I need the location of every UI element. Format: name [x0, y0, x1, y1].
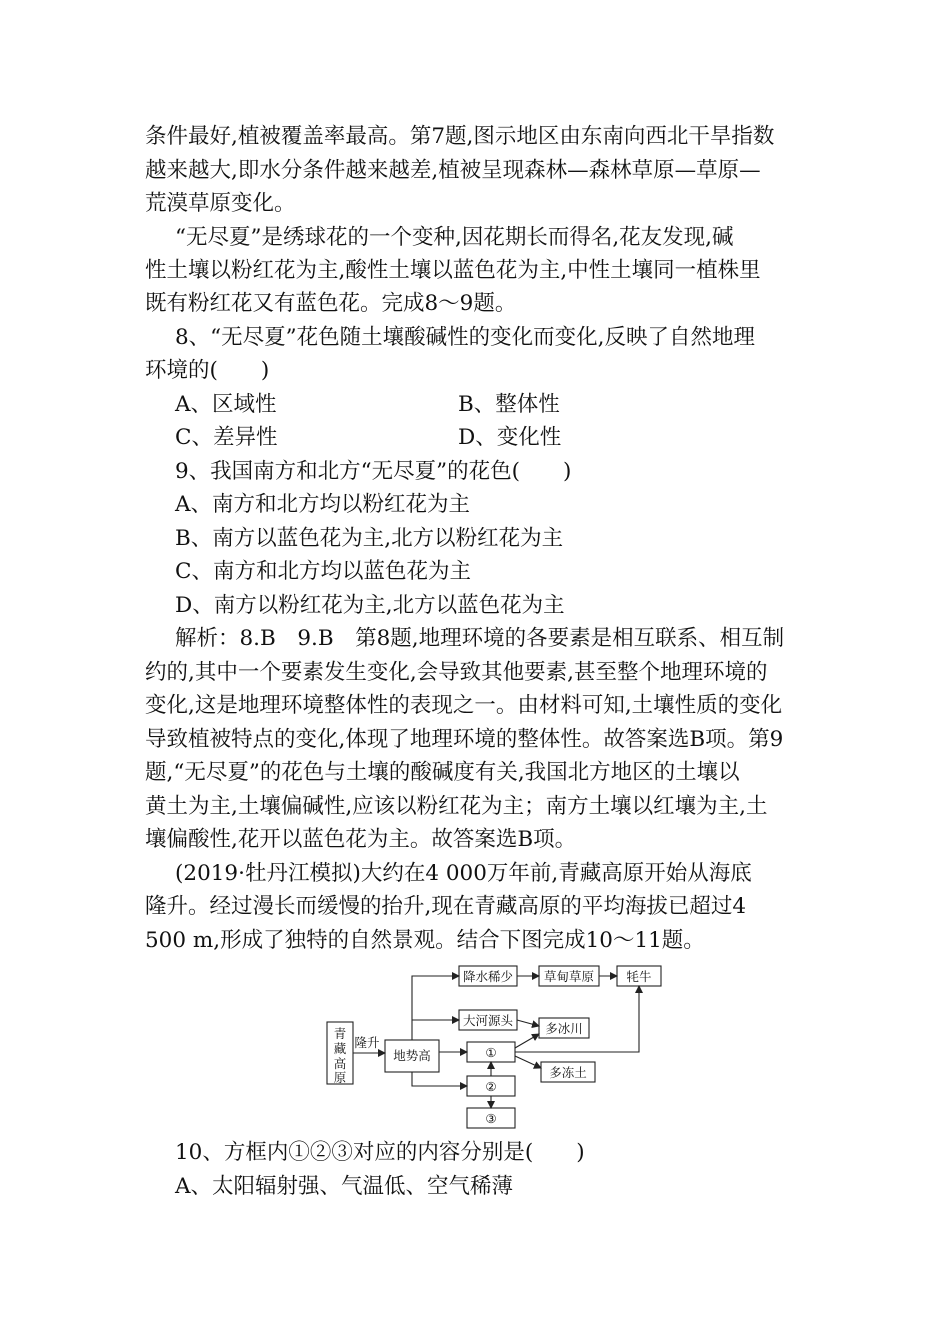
question-8-stem: 环境的( ) — [145, 358, 270, 383]
material-line: “无尽夏”是绣球花的一个变种,因花期长而得名,花友发现,碱 — [175, 225, 734, 250]
answer-line: 壤偏酸性,花开以蓝色花为主。故答案选B项。 — [145, 827, 577, 852]
text-line: 越来越大,即水分条件越来越差,植被呈现森林—森林草原—草原— — [145, 158, 761, 183]
question-10-stem: 10、方框内①②③对应的内容分别是( ) — [175, 1140, 585, 1165]
option-8c: C、差异性 — [175, 425, 278, 450]
answer-line: 黄土为主,土壤偏碱性,应该以粉红花为主；南方土壤以红壤为主,土 — [145, 794, 768, 819]
label-glacier: 多冰川 — [545, 1021, 583, 1036]
text-line: 条件最好,植被覆盖率最高。第7题,图示地区由东南向西北干旱指数 — [145, 124, 775, 149]
label-box1: ① — [485, 1045, 497, 1060]
arrow-to-precip — [412, 976, 459, 1040]
option-8d: D、变化性 — [458, 425, 562, 450]
label-precip: 降水稀少 — [462, 969, 514, 984]
label-uplift: 隆升 — [354, 1035, 380, 1050]
arrow-rivers-glacier — [517, 1020, 539, 1026]
arrow-box1-glacier — [515, 1034, 539, 1048]
material-line: (2019·牡丹江模拟)大约在4 000万年前,青藏高原开始从海底 — [175, 861, 752, 886]
option-9a: A、南方和北方均以粉红花为主 — [175, 492, 471, 517]
question-9-stem: 9、我国南方和北方“无尽夏”的花色( ) — [175, 459, 572, 484]
material-line: 既有粉红花又有蓝色花。完成8～9题。 — [145, 291, 517, 316]
material-line: 隆升。经过漫长而缓慢的抬升,现在青藏高原的平均海拔已超过4 — [145, 894, 747, 919]
answer-line: 变化,这是地理环境整体性的表现之一。由材料可知,土壤性质的变化 — [145, 693, 783, 718]
label-terrain: 地势高 — [393, 1048, 431, 1063]
option-10a: A、太阳辐射强、气温低、空气稀薄 — [175, 1174, 514, 1199]
label-origin-3: 高 — [333, 1056, 347, 1071]
arrow-to-box2 — [412, 1072, 467, 1086]
question-8-stem: 8、“无尽夏”花色随土壤酸碱性的变化而变化,反映了自然地理 — [175, 325, 755, 350]
answer-line: 题,“无尽夏”的花色与土壤的酸碱度有关,我国北方地区的土壤以 — [145, 760, 740, 785]
option-9d: D、南方以粉红花为主,北方以蓝色花为主 — [175, 593, 565, 618]
material-line: 性土壤以粉红花为主,酸性土壤以蓝色花为主,中性土壤同一植株里 — [145, 258, 761, 283]
option-9c: C、南方和北方均以蓝色花为主 — [175, 559, 471, 584]
label-origin-2: 藏 — [333, 1041, 347, 1056]
label-grass: 草甸草原 — [543, 969, 595, 984]
text-line: 荒漠草原变化。 — [145, 191, 296, 216]
answer-line: 导致植被特点的变化,体现了地理环境的整体性。故答案选B项。第9 — [145, 727, 784, 752]
label-origin-4: 原 — [333, 1070, 347, 1085]
option-8a: A、区域性 — [175, 392, 277, 417]
option-9b: B、南方以蓝色花为主,北方以粉红花为主 — [175, 526, 564, 551]
option-8b: B、整体性 — [458, 392, 560, 417]
label-yak: 牦牛 — [626, 969, 652, 984]
label-permafrost: 多冻土 — [549, 1065, 587, 1080]
label-box3: ③ — [485, 1111, 497, 1126]
material-line: 500 m,形成了独特的自然景观。结合下图完成10～11题。 — [145, 928, 705, 953]
plateau-flow-diagram — [325, 962, 670, 1138]
label-box2: ② — [485, 1079, 497, 1094]
arrow-box1-permafrost — [515, 1056, 541, 1068]
label-rivers: 大河源头 — [462, 1013, 514, 1028]
answer-line: 约的,其中一个要素发生变化,会导致其他要素,甚至整个地理环境的 — [145, 660, 768, 685]
answer-line: 解析：8.B 9.B 第8题,地理环境的各要素是相互联系、相互制 — [175, 626, 785, 651]
label-origin-1: 青 — [333, 1026, 347, 1041]
